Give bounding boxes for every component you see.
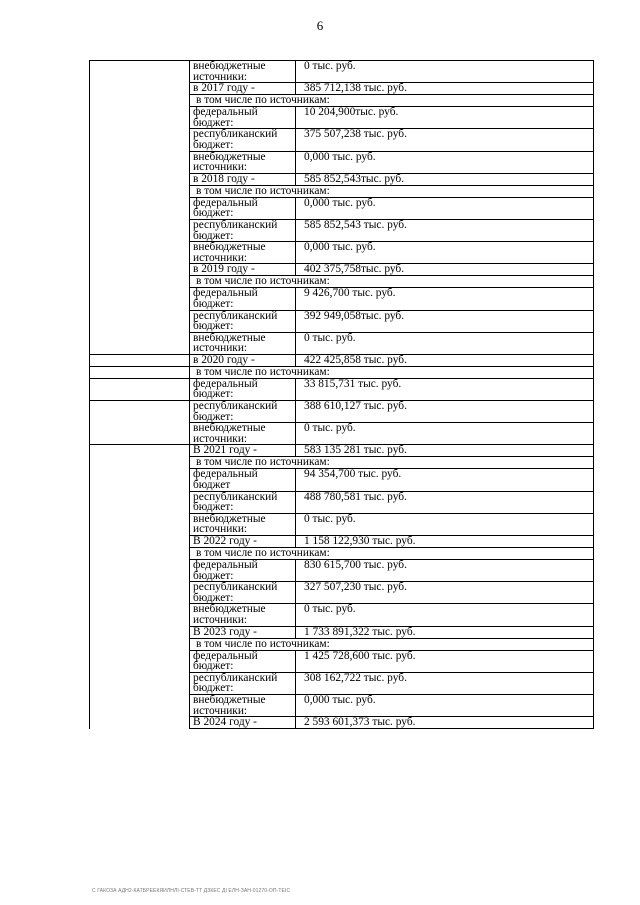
funding-source-label: республиканский бюджет:	[190, 672, 296, 694]
sources-subheader: в том числе по источникам:	[190, 185, 594, 197]
subheader-row	[90, 457, 594, 469]
funding-source-label: внебюджетные источники:	[190, 513, 296, 535]
blank-first-column-cell	[90, 513, 190, 535]
funding-amount: 402 375,758тыс. руб.	[296, 264, 594, 276]
funding-row	[90, 354, 594, 366]
blank-first-column-cell	[90, 185, 190, 197]
funding-amount: 422 425,858 тыс. руб.	[296, 354, 594, 366]
funding-source-label: республиканский бюджет:	[190, 582, 296, 604]
funding-source-label: федеральный бюджет:	[190, 288, 296, 310]
sources-subheader: в том числе по источникам:	[190, 366, 594, 378]
blank-first-column-cell	[90, 445, 190, 457]
blank-first-column-cell	[90, 650, 190, 672]
funding-row	[90, 536, 594, 548]
blank-first-column-cell	[90, 548, 190, 560]
funding-source-label: В 2022 году -	[190, 536, 296, 548]
document-footer-code: С ГАКОЗА АДН2-КАТБРЕЕКЯИЛНЛІ-СТЕВ-ТТ ДЗКЕС ДІ ЕЛН-ЗАН-01270-ОП-ТЕІС	[92, 888, 291, 894]
funding-amount: 1 425 728,600 тыс. руб.	[296, 650, 594, 672]
funding-row	[90, 423, 594, 445]
funding-source-label: республиканский бюджет:	[190, 129, 296, 151]
blank-first-column-cell	[90, 219, 190, 241]
funding-amount: 583 135 281 тыс. руб.	[296, 445, 594, 457]
funding-source-label: федеральный бюджет:	[190, 107, 296, 129]
funding-amount: 0 тыс. руб.	[296, 423, 594, 445]
page-number: 6	[316, 18, 324, 33]
blank-first-column-cell	[90, 378, 190, 400]
funding-amount: 585 852,543 тыс. руб.	[296, 219, 594, 241]
funding-amount: 0 тыс. руб.	[296, 604, 594, 626]
funding-source-label: внебюджетные источники:	[190, 332, 296, 354]
subheader-row	[90, 638, 594, 650]
subheader-row	[90, 366, 594, 378]
funding-amount: 830 615,700 тыс. руб.	[296, 560, 594, 582]
blank-first-column-cell	[90, 401, 190, 423]
blank-first-column-cell	[90, 604, 190, 626]
subheader-row	[90, 95, 594, 107]
blank-first-column-cell	[90, 694, 190, 716]
funding-source-label: республиканский бюджет:	[190, 310, 296, 332]
funding-row	[90, 332, 594, 354]
blank-first-column-cell	[90, 672, 190, 694]
funding-row	[90, 107, 594, 129]
funding-row	[90, 242, 594, 264]
funding-source-label: В 2021 году -	[190, 445, 296, 457]
funding-amount: 9 426,700 тыс. руб.	[296, 288, 594, 310]
funding-source-label: в 2020 году -	[190, 354, 296, 366]
funding-source-label: внебюджетные источники:	[190, 423, 296, 445]
funding-row	[90, 310, 594, 332]
funding-source-label: республиканский бюджет:	[190, 491, 296, 513]
blank-first-column-cell	[90, 173, 190, 185]
subheader-row	[90, 185, 594, 197]
funding-amount: 375 507,238 тыс. руб.	[296, 129, 594, 151]
funding-amount: 33 815,731 тыс. руб.	[296, 378, 594, 400]
blank-first-column-cell	[90, 582, 190, 604]
funding-source-label: внебюджетные источники:	[190, 151, 296, 173]
funding-row	[90, 604, 594, 626]
funding-amount: 0 тыс. руб.	[296, 61, 594, 83]
funding-source-label: внебюджетные источники:	[190, 61, 296, 83]
funding-amount: 1 733 891,322 тыс. руб.	[296, 626, 594, 638]
funding-source-label: федеральный бюджет:	[190, 650, 296, 672]
funding-amount: 10 204,900тыс. руб.	[296, 107, 594, 129]
funding-amount: 327 507,230 тыс. руб.	[296, 582, 594, 604]
blank-first-column-cell	[90, 626, 190, 638]
funding-source-label: В 2024 году -	[190, 717, 296, 729]
sources-subheader: в том числе по источникам:	[190, 638, 594, 650]
funding-source-label: федеральный бюджет	[190, 469, 296, 491]
blank-first-column-cell	[90, 366, 190, 378]
funding-row	[90, 469, 594, 491]
funding-amount: 585 852,543тыс. руб.	[296, 173, 594, 185]
funding-row	[90, 560, 594, 582]
blank-first-column-cell	[90, 264, 190, 276]
funding-row	[90, 219, 594, 241]
blank-first-column-cell	[90, 310, 190, 332]
funding-source-label: внебюджетные источники:	[190, 604, 296, 626]
blank-first-column-cell	[90, 638, 190, 650]
funding-row	[90, 173, 594, 185]
funding-amount: 392 949,058тыс. руб.	[296, 310, 594, 332]
funding-source-label: в 2019 году -	[190, 264, 296, 276]
blank-first-column-cell	[90, 332, 190, 354]
funding-source-label: внебюджетные источники:	[190, 242, 296, 264]
subheader-row	[90, 276, 594, 288]
blank-first-column-cell	[90, 717, 190, 729]
funding-source-label: В 2023 году -	[190, 626, 296, 638]
funding-row	[90, 264, 594, 276]
funding-row	[90, 626, 594, 638]
blank-first-column-cell	[90, 197, 190, 219]
funding-amount: 308 162,722 тыс. руб.	[296, 672, 594, 694]
funding-row	[90, 650, 594, 672]
funding-row	[90, 672, 594, 694]
funding-table-body	[90, 61, 594, 729]
funding-source-label: республиканский бюджет:	[190, 219, 296, 241]
funding-source-label: в 2017 году -	[190, 83, 296, 95]
funding-amount: 388 610,127 тыс. руб.	[296, 401, 594, 423]
funding-amount: 1 158 122,930 тыс. руб.	[296, 536, 594, 548]
blank-first-column-cell	[90, 83, 190, 95]
funding-amount: 488 780,581 тыс. руб.	[296, 491, 594, 513]
funding-amount: 0 тыс. руб.	[296, 513, 594, 535]
blank-first-column-cell	[90, 242, 190, 264]
funding-amount: 2 593 601,373 тыс. руб.	[296, 717, 594, 729]
funding-row	[90, 694, 594, 716]
blank-first-column-cell	[90, 560, 190, 582]
blank-first-column-cell	[90, 469, 190, 491]
blank-first-column-cell	[90, 491, 190, 513]
funding-source-label: внебюджетные источники:	[190, 694, 296, 716]
funding-row	[90, 513, 594, 535]
subheader-row	[90, 548, 594, 560]
funding-row	[90, 151, 594, 173]
funding-amount: 94 354,700 тыс. руб.	[296, 469, 594, 491]
funding-amount: 385 712,138 тыс. руб.	[296, 83, 594, 95]
funding-row	[90, 197, 594, 219]
blank-first-column-cell	[90, 95, 190, 107]
funding-amount: 0,000 тыс. руб.	[296, 694, 594, 716]
funding-row	[90, 582, 594, 604]
funding-row	[90, 445, 594, 457]
funding-row	[90, 288, 594, 310]
blank-first-column-cell	[90, 536, 190, 548]
funding-amount: 0,000 тыс. руб.	[296, 197, 594, 219]
funding-source-label: федеральный бюджет:	[190, 197, 296, 219]
funding-amount: 0,000 тыс. руб.	[296, 151, 594, 173]
blank-first-column-cell	[90, 457, 190, 469]
funding-row	[90, 491, 594, 513]
funding-row	[90, 401, 594, 423]
funding-row	[90, 83, 594, 95]
funding-row	[90, 378, 594, 400]
blank-first-column-cell	[90, 61, 190, 83]
sources-subheader: в том числе по источникам:	[190, 95, 594, 107]
sources-subheader: в том числе по источникам:	[190, 457, 594, 469]
funding-source-label: республиканский бюджет:	[190, 401, 296, 423]
funding-row	[90, 717, 594, 729]
blank-first-column-cell	[90, 129, 190, 151]
sources-subheader: в том числе по источникам:	[190, 548, 594, 560]
sources-subheader: в том числе по источникам:	[190, 276, 594, 288]
funding-source-label: федеральный бюджет:	[190, 560, 296, 582]
blank-first-column-cell	[90, 423, 190, 445]
funding-source-label: федеральный бюджет:	[190, 378, 296, 400]
funding-source-label: в 2018 году -	[190, 173, 296, 185]
blank-first-column-cell	[90, 354, 190, 366]
blank-first-column-cell	[90, 107, 190, 129]
funding-row	[90, 61, 594, 83]
funding-table	[89, 60, 594, 729]
funding-amount: 0,000 тыс. руб.	[296, 242, 594, 264]
blank-first-column-cell	[90, 151, 190, 173]
blank-first-column-cell	[90, 288, 190, 310]
funding-amount: 0 тыс. руб.	[296, 332, 594, 354]
funding-row	[90, 129, 594, 151]
blank-first-column-cell	[90, 276, 190, 288]
